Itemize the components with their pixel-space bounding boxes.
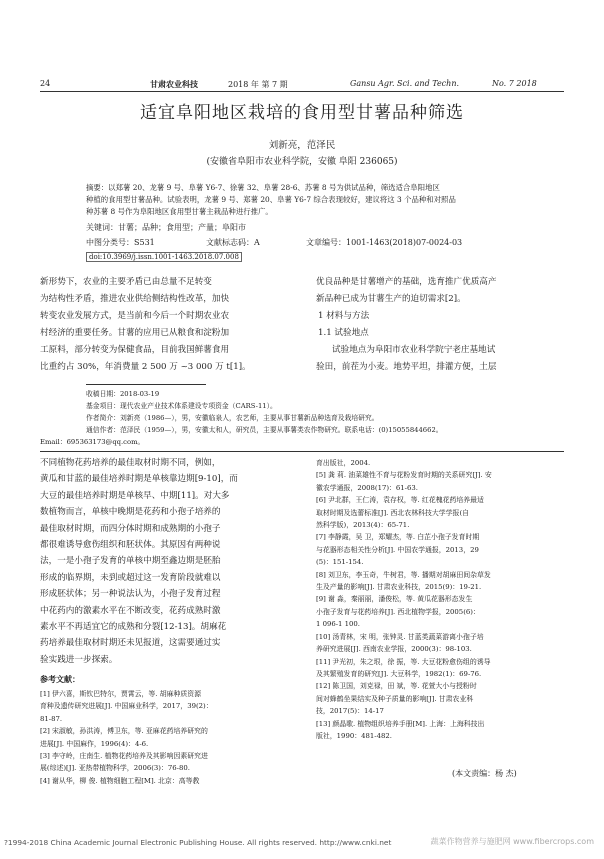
fund-project: 基金项目：现代农业产业技术体系建设专项资金（CARS-11）。 [86,402,277,410]
journal-title-cn: 甘肃农业科技 [150,80,198,89]
text-line: 数植物而言，单核中晚期是花药和小孢子培养的 [40,507,221,518]
corresponding-author: 通信作者：范泽民（1959—），男，安徽太和人，研究员，主要从事薯类农作物研究。联系电话：(0)15055844662。 [86,426,443,434]
article-title: 适宜阜阳地区栽培的食用型甘薯品种筛选 [140,103,464,123]
reference-line: 进展[J]. 中国麻作，1996(4)：4-6. [40,739,149,748]
reference-line: (5)：151-154. [316,558,364,567]
footnotes [86,388,566,436]
text-line: 验实践进一步探索。 [40,654,118,665]
email: Email：695363173@qq.com。 [40,438,145,446]
intro-left-column [40,274,296,376]
abstract-line: 种植的食用型甘薯品种。试验表明，龙薯 9 号、郑薯 20、阜薯 Y6-7 综合表现较好，建议将这 3 个品种和对照品 [86,195,456,204]
text-line: 都很难诱导愈伤组织和胚状体。其原因有两种说 [40,540,221,551]
reference-line: 徽农学通报，2008(17)：61-63. [316,483,418,492]
abstract [86,182,530,218]
author-bio: 作者简介：刘新亮（1986—），男，安徽临泉人，农艺师，主要从事甘薯新品种选育及栽培研究。 [86,414,379,422]
text-line: 不同植物花药培养的最佳取材时期不同，例如， [40,458,221,468]
reference-line: 生及产量的影响[J]. 甘肃农业科技，2015(9)：19-21. [316,583,482,592]
reference-line: [3] 李守岭，庄南生. 植物花药培养及其影响因素研究进 [40,752,208,761]
reference-line: [8] 刘卫东，李玉奇，牛树君，等. 播期对胡麻田间杂草发 [316,570,491,579]
reference-line: 81-87. [40,714,63,723]
text-line: 形成的临界期，未到或超过这一发育阶段就难以 [40,572,221,583]
article-authors: 刘新亮，范泽民 [268,140,336,151]
text-line: 新品种已成为甘薯生产的迫切需求[2]。 [316,294,466,304]
reference-line: 及其繁殖发育的研究[J]. 大豆科学，1982(1)：69-76. [316,669,482,678]
reference-line: 间对蜂鹤坐果结实及种子质量的影响[J]. 甘肃农业科 [316,694,474,703]
issue-en: No. 7 2018 [492,79,537,88]
text-line: 试验地点为阜阳市农业科学院宁老庄基地试 [332,345,496,355]
reference-line: [6] 尹北群，王仁涛，袁存权，等. 红花槐花药培养最适 [316,496,484,505]
text-line: 新形势下，农业的主要矛盾已由总量不足转变 [40,277,212,287]
text-line: 形成胚状体；另一种说法认为，小孢子发育过程 [40,589,221,600]
reference-line: 小孢子发育与花药培养[J]. 西北植物学报，2005(6)： [316,607,480,616]
intro-right-column [316,274,566,376]
year-issue-cn: 2018 年 第 7 期 [228,80,288,89]
reference-line: 展(综述)[J]. 亚热带植物科学，2006(3)：76-80. [40,764,190,773]
journal-title-en: Gansu Agr. Sci. and Techn. [350,79,460,88]
editor-credit: (本文责编：杨 杰) [452,769,517,778]
text-line: 为结构性矛盾，推进农业供给侧结构性改革，加快 [40,294,230,304]
section-heading: 1 材料与方法 [318,311,370,321]
text-line: 药培养最佳取材时期还未见报道，这需要通过实 [40,638,221,649]
footnote-rule [86,384,206,385]
reference-line: [4] 谢从华，柳 俊. 植物细胞工程[M]. 北京：高等教 [40,776,200,785]
text-line: 素水平不再适宜它的成熟和分裂[12-13]。胡麻花 [40,622,227,633]
reference-line: 技，2017(5)：14-17 [316,707,384,716]
received-date: 收稿日期：2018-03-19 [86,390,160,398]
reference-line: [7] 李静霞，吴 卫，郑耀杰，等. 白芷小孢子发育时期 [316,533,480,542]
text-line: 优良品种是甘薯增产的基础，选育推广优质高产 [316,277,497,287]
reference-line: [2] 宋淑敏，孙洪涛，傅卫东，等. 亚麻花药培养研究的 [40,727,208,736]
reference-line: 取材时期及选蕾标准[J]. 西北农林科技大学学报(自 [316,508,470,517]
author-affiliation: (安徽省阜阳市农业科学院，安徽 阜阳 236065) [206,157,398,167]
reference-line: 然科学版)，2013(4)：65-71. [316,521,410,530]
references-heading: 参考文献： [40,674,80,684]
watermark: 蔬菜作物营养与施肥网 www.fibercrops.com [430,837,594,846]
reference-line: [11] 尹光初，朱之垠，徐 振，等. 大豆花粉愈伤组的诱导 [316,657,491,666]
reference-line: 与花器形态相关性分析[J]. 中国农学通报，2013，29 [316,545,479,554]
subsection-heading: 1.1 试验地点 [318,328,369,338]
references-left [40,688,302,787]
doi: doi:10.3969/j.issn.1001-1463.2018.07.008 [86,252,242,262]
reference-line: 版社，1990：481-482. [316,731,392,740]
reference-line: [9] 谢 淼，秦丽丽，潘俊松，等. 黄瓜花器形态发生 [316,595,473,604]
text-line: 比重约占 30%，年消费量 2 500 万 ~3 000 万 t[1]。 [40,362,251,372]
abstract-line: 摘要：以郑薯 20、龙薯 9 号、阜薯 Y6-7、徐薯 32、阜薯 28-6、苏薯 8 号为供试品种，筛选适合阜阳地区 [86,183,440,192]
document-code: 文献标志码：A [206,238,260,247]
reference-line: [1] 伊六喜，斯钦巴特尔，贾霄云，等. 胡麻种质资源 [40,690,202,698]
abstract-line: 种苏薯 8 号作为阜阳地区食用型甘薯主栽品种进行推广。 [86,207,273,216]
text-line: 中花药内的激素水平在不断改变，花药成熟时激 [40,605,221,616]
reference-line: 育出版社，2004. [316,459,371,467]
text-line: 村经济的重要任务。甘薯的应用已从粮食和淀粉加 [40,328,230,338]
discussion-text [40,455,298,668]
text-line: 最佳取材时期，而四分体时期和成熟期的小孢子 [40,523,221,534]
text-line: 工原料，部分转变为保健食品，目前我国鲜薯食用 [40,345,230,355]
keywords: 关键词：甘薯；品种；食用型；产量；阜阳市 [86,223,246,232]
copyright-footer: ?1994-2018 China Academic Journal Electronic Publishing House. All rights reserved. http://www.cnki.net [4,838,392,847]
text-line: 大豆的最佳培养时期是单核早、中期[11]。对大多 [40,490,230,501]
reference-line: [5] 龚 莉. 油菜雄性不育与花粉发育时期的关系研究[J]. 安 [316,471,492,480]
reference-line: 育种及遗传研究进展[J]. 中国麻业科学，2017，39(2)： [40,702,213,711]
text-line: 法，一是小孢子发育的单核中期至鑫边期是胚胎 [40,556,221,567]
reference-line: 养研究进展[J]. 西南农业学报，2000(3)：98-103. [316,645,472,654]
page-number: 24 [40,79,51,88]
article-number: 文章编号：1001-1463(2018)07-0024-03 [306,238,463,247]
text-line: 黄瓜和甘蓝的最佳培养时期是单核靠边期[9-10]，而 [40,474,238,485]
header-rule [40,91,564,92]
text-line: 转变农业发展方式，是当前和今后一个时期农业农 [40,311,230,321]
text-line: 验田，前茬为小麦。地势平坦，排灌方便，土层 [316,362,497,372]
reference-line: [13] 颜晶歌. 植物组织培养手册[M]. 上海：上海科技出 [316,719,485,728]
references-right [316,457,568,742]
clc-number: 中图分类号：S531 [86,238,155,247]
section-divider [40,451,564,452]
reference-line: [10] 汤青林，宋 明，张钟灵. 甘蓝类蔬菜游离小孢子培 [316,632,484,641]
reference-line: [12] 陈卫国，刘克禄，田 斌，等. 花萱大小与授粉时 [316,682,477,691]
reference-line: 1 096-1 100. [316,620,360,629]
